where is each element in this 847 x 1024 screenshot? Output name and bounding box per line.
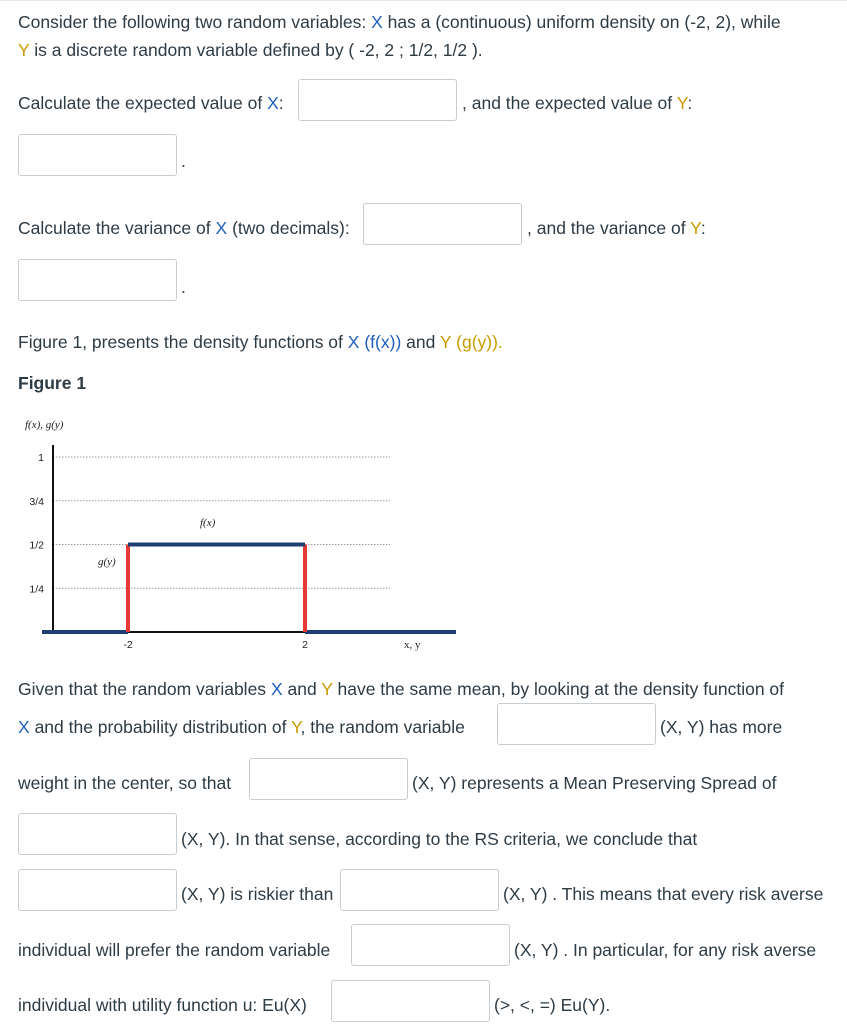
expected-y-input[interactable] <box>18 134 177 176</box>
p3-text: individual with utility function u: Eu(X) <box>18 995 307 1015</box>
comparison-input[interactable] <box>331 980 490 1022</box>
mps-of-var-input[interactable] <box>18 813 177 855</box>
p3-text: weight in the center, so that <box>18 773 232 793</box>
period: . <box>181 151 186 171</box>
center-weight-var-input[interactable] <box>497 703 656 745</box>
figure-intro-text: Figure 1, presents the density functions of <box>18 332 343 352</box>
intro-text: has a (continuous) uniform density on (-2, 2), while <box>387 12 781 32</box>
y-tick-label: 3/4 <box>29 495 44 508</box>
variance-y-input[interactable] <box>18 259 177 301</box>
p3-line-2 <box>18 716 465 738</box>
x-tick-label: 2 <box>302 639 308 651</box>
figure-heading: Figure 1 <box>18 373 87 393</box>
var-x: X <box>270 679 283 699</box>
var-y: Y <box>18 40 30 60</box>
riskier-var-input[interactable] <box>18 869 177 911</box>
figure-intro <box>18 331 503 353</box>
top-divider <box>0 0 847 1</box>
y-tick-label: 1/2 <box>29 539 44 552</box>
intro-line-2 <box>18 39 483 61</box>
var-y: Y <box>690 218 701 238</box>
and-text: and <box>406 332 436 352</box>
mps-var-input[interactable] <box>249 758 408 800</box>
p3-text: (X, Y) represents a Mean Preserving Spread of <box>412 773 777 793</box>
q1-text: Calculate the expected value of <box>18 93 263 113</box>
expected-x-input[interactable] <box>298 79 457 121</box>
x-axis-label: x, y <box>404 639 421 651</box>
var-y: Y <box>291 717 301 737</box>
p3-line-1 <box>18 678 784 700</box>
p3-text: (X, Y) . This means that every risk averse <box>503 884 824 904</box>
var-y: Y <box>676 93 688 113</box>
q2-continued <box>527 217 706 239</box>
intro-text: Consider the following two random variables: <box>18 12 367 32</box>
p3-text: (X, Y) . In particular, for any risk averse <box>514 940 817 960</box>
preferred-var-input[interactable] <box>351 924 510 966</box>
q1-and-text: , and the expected value of <box>462 93 673 113</box>
gy-label: (g(y)). <box>456 332 503 352</box>
colon: : <box>687 93 693 113</box>
colon: : <box>278 93 284 113</box>
intro-line-1 <box>18 11 781 33</box>
variance-x-input[interactable] <box>363 203 522 245</box>
p3-text: individual will prefer the random variable <box>18 940 331 960</box>
gy-series-label: g(y) <box>98 556 116 568</box>
p3-text: (X, Y). In that sense, according to the RS criteria, we conclude that <box>181 829 698 849</box>
fx-series-label: f(x) <box>200 517 216 529</box>
q2-text: Calculate the variance of <box>18 218 211 238</box>
p3-text: (X, Y) is riskier than <box>181 884 334 904</box>
q2-prompt <box>18 217 350 239</box>
y-axis-label: f(x), g(y) <box>25 419 64 431</box>
p3-text: (X, Y) has more <box>660 717 783 737</box>
var-x: X <box>267 93 279 113</box>
y-tick-label: 1 <box>38 452 44 464</box>
var-y: Y <box>321 679 333 699</box>
p3-text: have the same mean, by looking at the density function of <box>337 679 785 699</box>
var-x: X <box>18 717 30 737</box>
var-x: X <box>371 12 383 32</box>
x-tick-label: -2 <box>123 639 133 651</box>
p3-text: Given that the random variables <box>18 679 267 699</box>
fx-label: (f(x)) <box>364 332 402 352</box>
y-tick-label: 1/4 <box>29 583 44 596</box>
p3-text: (>, <, =) Eu(Y). <box>494 995 611 1015</box>
intro-text: is a discrete random variable defined by ( -2, 2 ; 1/2, 1/2 ). <box>34 40 483 60</box>
colon: : <box>700 218 706 238</box>
q1-continued <box>462 92 692 114</box>
q1-prompt <box>18 92 284 114</box>
density-chart <box>0 410 480 660</box>
p3-text: , the random variable <box>300 717 465 737</box>
q2-and-text: , and the variance of <box>527 218 686 238</box>
var-x: X <box>347 332 360 352</box>
var-y: Y <box>439 332 452 352</box>
var-x: X <box>215 218 228 238</box>
p3-text: and the probability distribution of <box>34 717 287 737</box>
q2-suffix: (two decimals): <box>232 218 350 238</box>
period: . <box>181 277 186 297</box>
and-text: and <box>287 679 317 699</box>
less-risky-var-input[interactable] <box>340 869 499 911</box>
